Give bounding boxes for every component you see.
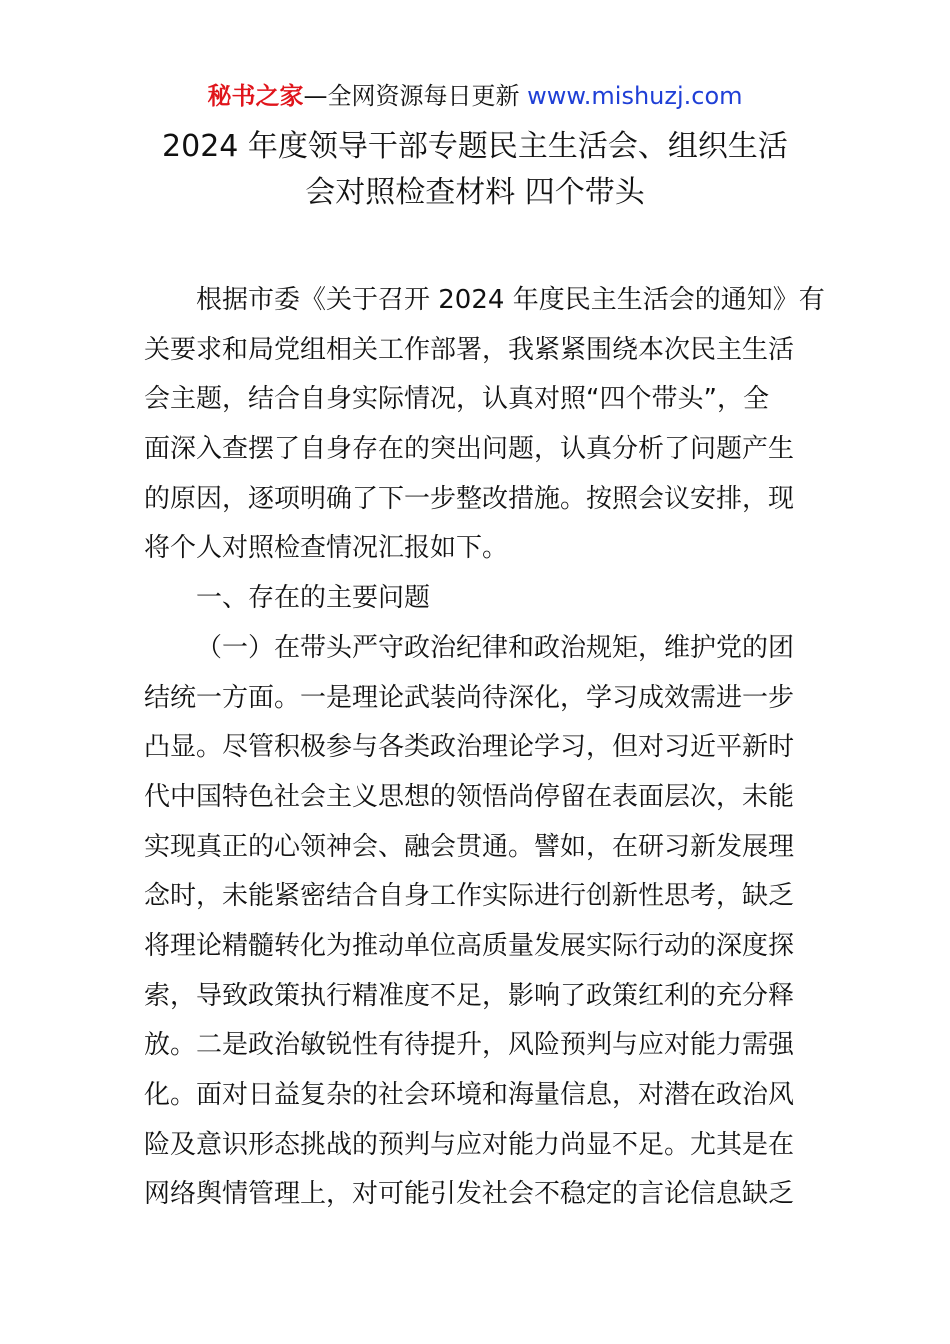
section-heading: 一、存在的主要问题 xyxy=(196,583,431,614)
body-line: 面深入查摆了自身存在的突出问题，认真分析了问题产生 xyxy=(144,434,795,465)
body-line: 索，导致政策执行精准度不足，影响了政策红利的充分释 xyxy=(144,980,795,1011)
document-title xyxy=(120,124,830,216)
body-line: 念时，未能紧密结合自身工作实际进行创新性思考，缺乏 xyxy=(144,881,795,912)
site-url[interactable]: www.mishuzj.com xyxy=(527,82,743,110)
body-line: 化。面对日益复杂的社会环境和海量信息，对潜在政治风 xyxy=(144,1080,795,1110)
body-line: 代中国特色社会主义思想的领悟尚停留在表面层次，未能 xyxy=(144,781,795,812)
title-line-1: 2024 年度领导干部专题民主生活会、组织生活 xyxy=(162,129,788,164)
document-body xyxy=(144,276,825,1220)
brand-name: 秘书之家 xyxy=(207,82,304,110)
header-tagline: —全网资源每日更新 xyxy=(303,82,528,110)
body-line: 结统一方面。一是理论武装尚待深化，学习成效需进一步 xyxy=(144,682,795,713)
body-line: 险及意识形态挑战的预判与应对能力尚显不足。尤其是在 xyxy=(144,1129,795,1160)
body-line: 根据市委《关于召开 2024 年度民主生活会的通知》有 xyxy=(196,285,825,315)
body-line: 放。二是政治敏锐性有待提升，风险预判与应对能力需强 xyxy=(144,1030,795,1061)
body-line: 实现真正的心领神会、融会贯通。譬如，在研习新发展理 xyxy=(144,831,795,862)
body-line: 凸显。尽管积极参与各类政治理论学习，但对习近平新时 xyxy=(144,732,795,763)
body-line: 的原因，逐项明确了下一步整改措施。按照会议安排，现 xyxy=(144,483,795,514)
body-line: 网络舆情管理上，对可能引发社会不稳定的言论信息缺乏 xyxy=(144,1179,795,1210)
body-line: 将个人对照检查情况汇报如下。 xyxy=(144,533,509,564)
body-line: 关要求和局党组相关工作部署，我紧紧围绕本次民主生活 xyxy=(144,334,795,365)
title-line-2: 会对照检查材料 四个带头 xyxy=(305,175,645,210)
body-line: 将理论精髓转化为推动单位高质量发展实际行动的深度探 xyxy=(144,930,795,961)
site-header xyxy=(0,80,950,112)
body-line: 会主题，结合自身实际情况，认真对照“四个带头”，全 xyxy=(144,384,769,415)
body-line: （一）在带头严守政治纪律和政治规矩，维护党的团 xyxy=(196,632,795,663)
